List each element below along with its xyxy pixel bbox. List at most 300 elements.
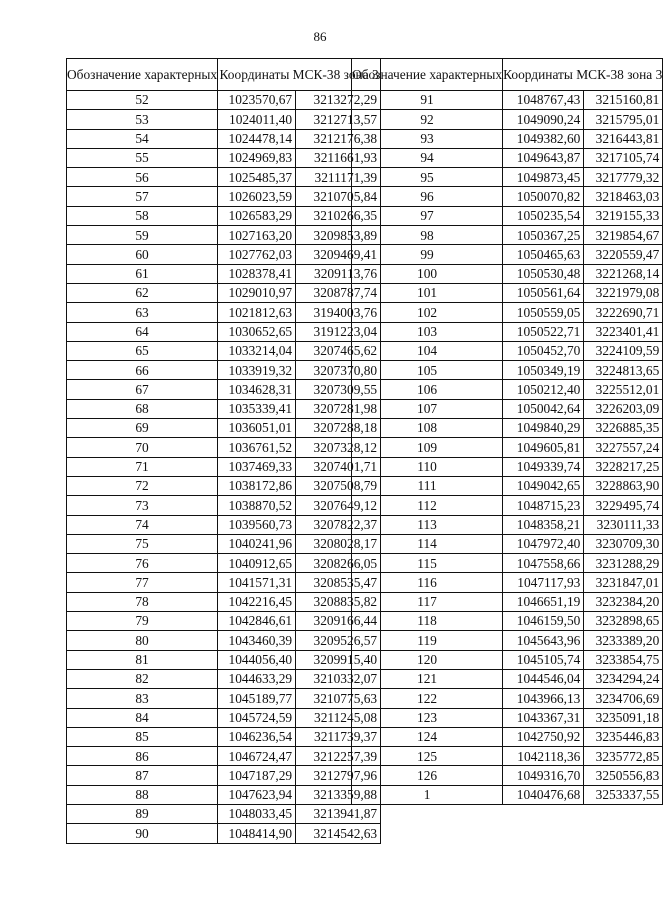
point-id-cell: 110: [352, 457, 503, 476]
point-id-cell: 100: [352, 264, 503, 283]
point-id-cell: 52: [67, 91, 218, 110]
coord-y-cell: 3213359,88: [296, 785, 381, 804]
coord-x-cell: 1046159,50: [503, 612, 584, 631]
point-id-cell: 124: [352, 727, 503, 746]
point-id-cell: 126: [352, 766, 503, 785]
coord-y-cell: 3213272,29: [296, 91, 381, 110]
table-row: [67, 824, 381, 843]
coord-x-cell: 1024011,40: [218, 110, 296, 129]
coord-y-cell: 3215160,81: [584, 91, 663, 110]
point-id-cell: 99: [352, 245, 503, 264]
coord-x-cell: 1034628,31: [218, 380, 296, 399]
point-id-cell: 91: [352, 91, 503, 110]
coord-y-cell: 3235446,83: [584, 727, 663, 746]
coord-x-cell: 1037469,33: [218, 457, 296, 476]
point-id-cell: 101: [352, 283, 503, 302]
point-id-cell: 58: [67, 206, 218, 225]
point-id-cell: 70: [67, 438, 218, 457]
coord-y-cell: 3253337,55: [584, 785, 663, 804]
coord-x-cell: 1046724,47: [218, 747, 296, 766]
point-id-cell: 116: [352, 573, 503, 592]
coord-y-cell: 3210705,84: [296, 187, 381, 206]
coord-y-cell: 3224813,65: [584, 361, 663, 380]
table-row: [352, 438, 663, 457]
coord-x-cell: 1040912,65: [218, 554, 296, 573]
point-id-cell: 84: [67, 708, 218, 727]
table-row: [352, 187, 663, 206]
coord-y-cell: 3194003,76: [296, 303, 381, 322]
point-id-cell: 82: [67, 669, 218, 688]
table-row: [352, 283, 663, 302]
point-id-cell: 117: [352, 592, 503, 611]
table-row: [352, 785, 663, 804]
point-id-cell: 109: [352, 438, 503, 457]
table-row: [67, 747, 381, 766]
table-row: [352, 148, 663, 167]
table-row: [67, 708, 381, 727]
point-id-cell: 57: [67, 187, 218, 206]
table-row: [67, 399, 381, 418]
coord-x-cell: 1030652,65: [218, 322, 296, 341]
table-row: [352, 747, 663, 766]
coord-x-cell: 1050042,64: [503, 399, 584, 418]
coord-y-cell: 3213941,87: [296, 804, 381, 823]
table-row: [352, 766, 663, 785]
point-id-cell: 120: [352, 650, 503, 669]
point-id-cell: 63: [67, 303, 218, 322]
point-id-cell: 62: [67, 283, 218, 302]
coord-y-cell: 3207370,80: [296, 361, 381, 380]
point-id-cell: 74: [67, 515, 218, 534]
coord-x-cell: 1039560,73: [218, 515, 296, 534]
coord-x-cell: 1046651,19: [503, 592, 584, 611]
point-id-cell: 113: [352, 515, 503, 534]
coord-y-cell: 3209113,76: [296, 264, 381, 283]
point-id-cell: 95: [352, 168, 503, 187]
point-id-cell: 96: [352, 187, 503, 206]
table-row: [67, 148, 381, 167]
table-row: [352, 727, 663, 746]
point-id-cell: 114: [352, 534, 503, 553]
coord-y-cell: 3191223,04: [296, 322, 381, 341]
coord-y-cell: 3207401,71: [296, 457, 381, 476]
point-id-cell: 119: [352, 631, 503, 650]
coord-x-cell: 1050349,19: [503, 361, 584, 380]
table-row: [352, 399, 663, 418]
table-row: [67, 689, 381, 708]
coord-x-cell: 1049605,81: [503, 438, 584, 457]
table-row: [352, 110, 663, 129]
point-id-cell: 68: [67, 399, 218, 418]
coord-x-cell: 1048715,23: [503, 496, 584, 515]
point-id-cell: 105: [352, 361, 503, 380]
table-row: [67, 457, 381, 476]
table-row: [67, 669, 381, 688]
coord-y-cell: 3209915,40: [296, 650, 381, 669]
coord-x-cell: 1023570,67: [218, 91, 296, 110]
table-row: [352, 650, 663, 669]
point-id-cell: 107: [352, 399, 503, 418]
table-row: [67, 612, 381, 631]
coord-x-cell: 1028378,41: [218, 264, 296, 283]
coord-x-cell: 1021812,63: [218, 303, 296, 322]
table-row: [352, 419, 663, 438]
coord-y-cell: 3231847,01: [584, 573, 663, 592]
table-row: [67, 322, 381, 341]
table-row: [67, 419, 381, 438]
point-id-cell: 93: [352, 129, 503, 148]
coord-x-cell: 1047623,94: [218, 785, 296, 804]
point-id-cell: 108: [352, 419, 503, 438]
coord-x-cell: 1048767,43: [503, 91, 584, 110]
coord-y-cell: 3233389,20: [584, 631, 663, 650]
coord-y-cell: 3208266,05: [296, 554, 381, 573]
table-row: [352, 245, 663, 264]
coord-y-cell: 3217779,32: [584, 168, 663, 187]
coord-x-cell: 1042216,45: [218, 592, 296, 611]
coord-x-cell: 1041571,31: [218, 573, 296, 592]
coord-x-cell: 1048033,45: [218, 804, 296, 823]
point-id-cell: 89: [67, 804, 218, 823]
point-id-cell: 69: [67, 419, 218, 438]
coord-y-cell: 3228863,90: [584, 476, 663, 495]
coord-y-cell: 3207309,55: [296, 380, 381, 399]
coord-y-cell: 3212713,57: [296, 110, 381, 129]
coord-y-cell: 3234706,69: [584, 689, 663, 708]
point-id-cell: 76: [67, 554, 218, 573]
coord-x-cell: 1027163,20: [218, 226, 296, 245]
point-id-cell: 81: [67, 650, 218, 669]
coord-y-cell: 3208835,82: [296, 592, 381, 611]
coord-x-cell: 1045643,96: [503, 631, 584, 650]
coord-y-cell: 3209166,44: [296, 612, 381, 631]
coord-y-cell: 3218463,03: [584, 187, 663, 206]
table-row: [67, 534, 381, 553]
table-row: [352, 264, 663, 283]
point-id-cell: 104: [352, 341, 503, 360]
coord-y-cell: 3222690,71: [584, 303, 663, 322]
table-row: [67, 785, 381, 804]
table-row: [352, 129, 663, 148]
coord-y-cell: 3207465,62: [296, 341, 381, 360]
point-id-cell: 66: [67, 361, 218, 380]
point-id-cell: 112: [352, 496, 503, 515]
coord-x-cell: 1050070,82: [503, 187, 584, 206]
coord-y-cell: 3221268,14: [584, 264, 663, 283]
point-id-cell: 71: [67, 457, 218, 476]
table-row: [352, 515, 663, 534]
coord-x-cell: 1026583,29: [218, 206, 296, 225]
coord-x-cell: 1050465,63: [503, 245, 584, 264]
coord-y-cell: 3232384,20: [584, 592, 663, 611]
coord-x-cell: 1050561,64: [503, 283, 584, 302]
table-row: [352, 91, 663, 110]
point-id-cell: 80: [67, 631, 218, 650]
coord-x-cell: 1045189,77: [218, 689, 296, 708]
table-row: [67, 592, 381, 611]
table-row: [352, 226, 663, 245]
point-id-cell: 106: [352, 380, 503, 399]
point-id-cell: 111: [352, 476, 503, 495]
table-row: [67, 129, 381, 148]
point-id-cell: 125: [352, 747, 503, 766]
coord-x-cell: 1038870,52: [218, 496, 296, 515]
point-id-cell: 88: [67, 785, 218, 804]
coord-x-cell: 1036051,01: [218, 419, 296, 438]
table-body-left: [67, 91, 381, 844]
point-id-cell: 103: [352, 322, 503, 341]
table-row: [67, 187, 381, 206]
header-coordinates: Координаты МСК-38 зона 3: [218, 59, 381, 91]
point-id-cell: 65: [67, 341, 218, 360]
table-row: [352, 534, 663, 553]
table-row: [352, 496, 663, 515]
table-row: [352, 689, 663, 708]
coord-y-cell: 3210332,07: [296, 669, 381, 688]
coord-x-cell: 1047558,66: [503, 554, 584, 573]
table-row: [352, 592, 663, 611]
table-row: [352, 708, 663, 727]
coord-y-cell: 3210775,63: [296, 689, 381, 708]
coordinates-table-right: [351, 58, 663, 805]
coord-y-cell: 3219854,67: [584, 226, 663, 245]
coord-x-cell: 1042846,61: [218, 612, 296, 631]
coord-y-cell: 3209853,89: [296, 226, 381, 245]
header-point-designation: Обозначение характерных: [67, 59, 218, 91]
point-id-cell: 60: [67, 245, 218, 264]
coord-y-cell: 3230709,30: [584, 534, 663, 553]
table-row: [352, 380, 663, 399]
table-row: [67, 380, 381, 399]
coord-x-cell: 1046236,54: [218, 727, 296, 746]
table-row: [67, 110, 381, 129]
coord-y-cell: 3211245,08: [296, 708, 381, 727]
table-row: [67, 341, 381, 360]
coord-x-cell: 1025485,37: [218, 168, 296, 187]
coord-x-cell: 1038172,86: [218, 476, 296, 495]
table-row: [67, 168, 381, 187]
coord-y-cell: 3208787,74: [296, 283, 381, 302]
table-row: [352, 554, 663, 573]
coord-y-cell: 3209526,57: [296, 631, 381, 650]
coord-y-cell: 3212797,96: [296, 766, 381, 785]
point-id-cell: 64: [67, 322, 218, 341]
coord-x-cell: 1047117,93: [503, 573, 584, 592]
coord-x-cell: 1049873,45: [503, 168, 584, 187]
coord-y-cell: 3210266,35: [296, 206, 381, 225]
coord-y-cell: 3212257,39: [296, 747, 381, 766]
table-row: [67, 245, 381, 264]
coord-x-cell: 1048414,90: [218, 824, 296, 843]
coord-y-cell: 3208535,47: [296, 573, 381, 592]
coord-x-cell: 1049339,74: [503, 457, 584, 476]
coord-x-cell: 1047972,40: [503, 534, 584, 553]
coord-x-cell: 1049382,60: [503, 129, 584, 148]
coord-x-cell: 1040476,68: [503, 785, 584, 804]
point-id-cell: 122: [352, 689, 503, 708]
coord-x-cell: 1033919,32: [218, 361, 296, 380]
coord-y-cell: 3219155,33: [584, 206, 663, 225]
point-id-cell: 72: [67, 476, 218, 495]
coord-y-cell: 3234294,24: [584, 669, 663, 688]
table-row: [67, 91, 381, 110]
point-id-cell: 67: [67, 380, 218, 399]
coord-x-cell: 1043460,39: [218, 631, 296, 650]
table-header-row: [67, 59, 381, 91]
coord-x-cell: 1049042,65: [503, 476, 584, 495]
table-row: [352, 168, 663, 187]
table-row: [67, 283, 381, 302]
coord-y-cell: 3226203,09: [584, 399, 663, 418]
coord-y-cell: 3225512,01: [584, 380, 663, 399]
coord-y-cell: 3211739,37: [296, 727, 381, 746]
table-row: [67, 727, 381, 746]
table-row: [67, 804, 381, 823]
coord-y-cell: 3217105,74: [584, 148, 663, 167]
coord-x-cell: 1049643,87: [503, 148, 584, 167]
point-id-cell: 55: [67, 148, 218, 167]
header-point-designation: Обозначение характерных: [352, 59, 503, 91]
coord-x-cell: 1050522,71: [503, 322, 584, 341]
table-row: [67, 303, 381, 322]
table-row: [352, 669, 663, 688]
coord-x-cell: 1047187,29: [218, 766, 296, 785]
point-id-cell: 79: [67, 612, 218, 631]
table-row: [67, 438, 381, 457]
point-id-cell: 53: [67, 110, 218, 129]
coord-y-cell: 3207649,12: [296, 496, 381, 515]
table-row: [352, 476, 663, 495]
coord-y-cell: 3207508,79: [296, 476, 381, 495]
table-row: [67, 226, 381, 245]
coord-x-cell: 1049316,70: [503, 766, 584, 785]
point-id-cell: 77: [67, 573, 218, 592]
point-id-cell: 115: [352, 554, 503, 573]
coord-x-cell: 1026023,59: [218, 187, 296, 206]
table-row: [67, 554, 381, 573]
coord-y-cell: 3209469,41: [296, 245, 381, 264]
point-id-cell: 61: [67, 264, 218, 283]
coord-y-cell: 3235772,85: [584, 747, 663, 766]
coord-x-cell: 1050530,48: [503, 264, 584, 283]
coord-y-cell: 3232898,65: [584, 612, 663, 631]
coord-y-cell: 3220559,47: [584, 245, 663, 264]
coord-y-cell: 3211171,39: [296, 168, 381, 187]
point-id-cell: 1: [352, 785, 503, 804]
coord-y-cell: 3230111,33: [584, 515, 663, 534]
point-id-cell: 118: [352, 612, 503, 631]
coord-x-cell: 1050452,70: [503, 341, 584, 360]
coord-y-cell: 3208028,17: [296, 534, 381, 553]
table-row: [352, 457, 663, 476]
point-id-cell: 85: [67, 727, 218, 746]
coord-x-cell: 1050559,05: [503, 303, 584, 322]
coord-y-cell: 3207281,98: [296, 399, 381, 418]
coord-y-cell: 3250556,83: [584, 766, 663, 785]
point-id-cell: 94: [352, 148, 503, 167]
coord-x-cell: 1045724,59: [218, 708, 296, 727]
coord-y-cell: 3221979,08: [584, 283, 663, 302]
coord-x-cell: 1043367,31: [503, 708, 584, 727]
table-row: [67, 515, 381, 534]
coord-x-cell: 1042118,36: [503, 747, 584, 766]
table-row: [67, 650, 381, 669]
coord-y-cell: 3229495,74: [584, 496, 663, 515]
table-row: [67, 573, 381, 592]
coord-x-cell: 1050367,25: [503, 226, 584, 245]
point-id-cell: 123: [352, 708, 503, 727]
point-id-cell: 86: [67, 747, 218, 766]
coord-x-cell: 1035339,41: [218, 399, 296, 418]
coordinates-table-left: [66, 58, 381, 844]
header-coordinates: Координаты МСК-38 зона 3: [503, 59, 663, 91]
point-id-cell: 59: [67, 226, 218, 245]
table-row: [352, 206, 663, 225]
coord-x-cell: 1044546,04: [503, 669, 584, 688]
table-row: [67, 361, 381, 380]
table-row: [352, 341, 663, 360]
table-row: [352, 631, 663, 650]
coord-y-cell: 3211661,93: [296, 148, 381, 167]
coord-y-cell: 3235091,18: [584, 708, 663, 727]
table-row: [67, 206, 381, 225]
coord-x-cell: 1050212,40: [503, 380, 584, 399]
coord-y-cell: 3207288,18: [296, 419, 381, 438]
coord-y-cell: 3207328,12: [296, 438, 381, 457]
coord-x-cell: 1050235,54: [503, 206, 584, 225]
coord-y-cell: 3215795,01: [584, 110, 663, 129]
point-id-cell: 121: [352, 669, 503, 688]
point-id-cell: 102: [352, 303, 503, 322]
coord-y-cell: 3207822,37: [296, 515, 381, 534]
table-header-row: [352, 59, 663, 91]
table-row: [67, 264, 381, 283]
coord-x-cell: 1042750,92: [503, 727, 584, 746]
table-row: [67, 476, 381, 495]
coord-x-cell: 1049840,29: [503, 419, 584, 438]
table-row: [67, 766, 381, 785]
coord-x-cell: 1048358,21: [503, 515, 584, 534]
point-id-cell: 73: [67, 496, 218, 515]
point-id-cell: 98: [352, 226, 503, 245]
table-row: [352, 322, 663, 341]
coord-y-cell: 3227557,24: [584, 438, 663, 457]
coord-y-cell: 3228217,25: [584, 457, 663, 476]
page-number: 86: [313, 29, 327, 44]
table-row: [352, 612, 663, 631]
point-id-cell: 75: [67, 534, 218, 553]
coord-y-cell: 3233854,75: [584, 650, 663, 669]
table-body-right: [352, 91, 663, 805]
point-id-cell: 97: [352, 206, 503, 225]
point-id-cell: 92: [352, 110, 503, 129]
coord-x-cell: 1045105,74: [503, 650, 584, 669]
coord-x-cell: 1043966,13: [503, 689, 584, 708]
coord-x-cell: 1024478,14: [218, 129, 296, 148]
coord-x-cell: 1024969,83: [218, 148, 296, 167]
coord-x-cell: 1044633,29: [218, 669, 296, 688]
coord-x-cell: 1027762,03: [218, 245, 296, 264]
point-id-cell: 78: [67, 592, 218, 611]
coord-x-cell: 1049090,24: [503, 110, 584, 129]
coord-y-cell: 3226885,35: [584, 419, 663, 438]
coord-x-cell: 1036761,52: [218, 438, 296, 457]
point-id-cell: 83: [67, 689, 218, 708]
table-row: [352, 303, 663, 322]
coord-y-cell: 3214542,63: [296, 824, 381, 843]
coord-y-cell: 3223401,41: [584, 322, 663, 341]
coord-y-cell: 3224109,59: [584, 341, 663, 360]
